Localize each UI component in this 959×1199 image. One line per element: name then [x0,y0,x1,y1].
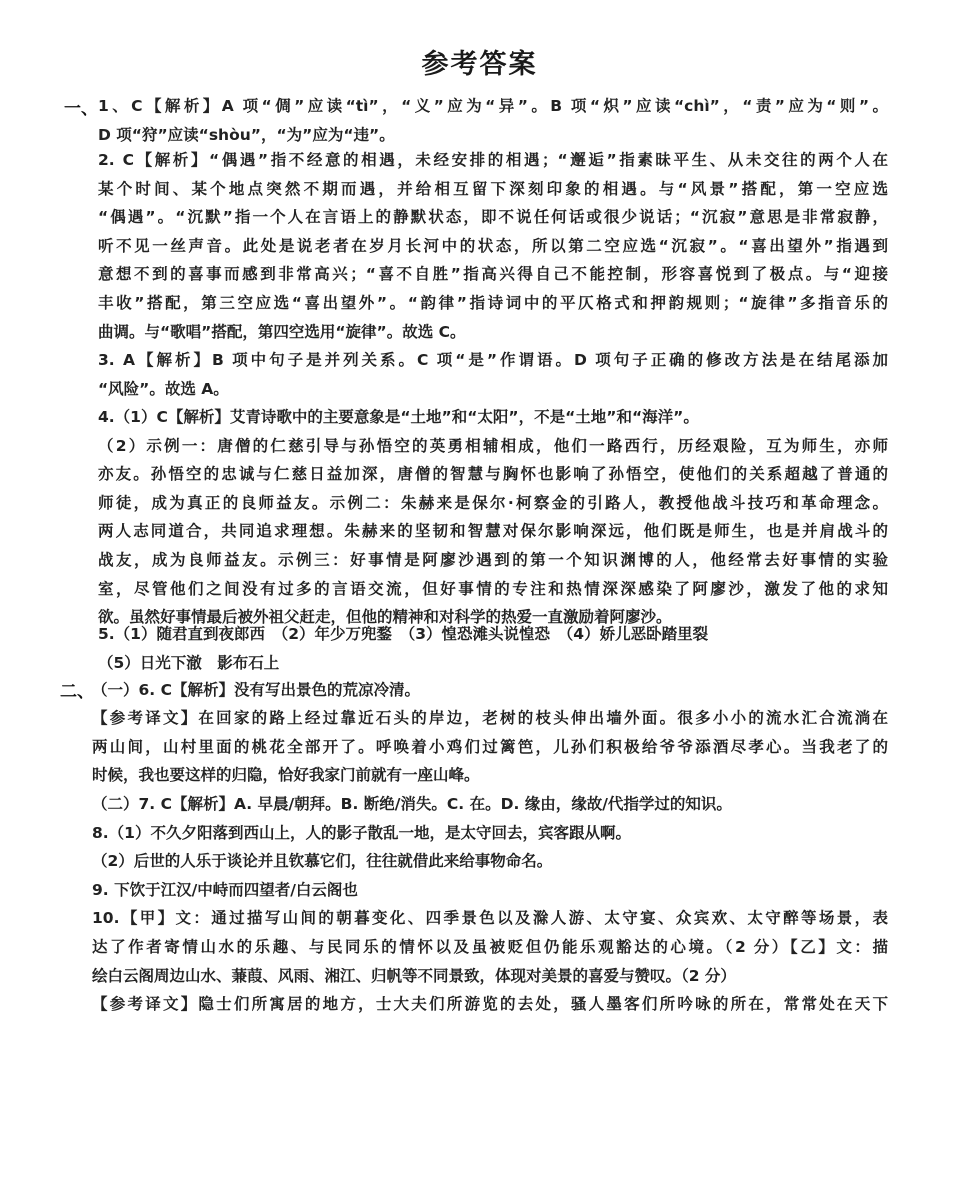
text-line: 10.【甲】文：通过描写山间的朝暮变化、四季景色以及滁人游、太守宴、众宾欢、太守醉等场景，表 [92,909,888,928]
text-line: （二）7. C【解析】A. 早晨/朝拜。B. 断绝/消失。C. 在。D. 缘由，缘故/代指学过的知识。 [92,795,732,813]
text-line: 【参考译文】在回家的路上经过靠近石头的岸边，老树的枝头伸出墙外面。很多小小的流水汇合流淌在 [92,709,888,727]
page-title: 参考答案 [421,49,538,80]
text-line: 2. C【解析】“偶遇”指不经意的相遇，未经安排的相遇；“邂逅”指素昧平生、从未交往的两个人在 [98,151,888,169]
text-line: 9. 下饮于江汉/中峙而四望者/白云阁也 [92,880,358,899]
answer-q6 [92,676,888,705]
text-line: 绘白云阁周边山水、蒹葭、风雨、湘江、归帆等不同景致，体现对美景的喜爱与赞叹。（2 分） [92,966,736,985]
text-line: 师徒，成为真正的良师益友。示例二：朱赫来是保尔·柯察金的引路人，教授他战斗技巧和革命理念。 [98,493,888,512]
text-line: “偶遇”。“沉默”指一个人在言语上的静默状态，即不说任何话或很少说话；“沉寂”意思是非常寂静， [98,208,888,227]
text-line: 【参考译文】隐士们所寓居的地方，士大夫们所游览的去处，骚人墨客们所吟咏的所在，常常处在天下 [92,995,888,1014]
text-line: 亦友。孙悟空的忠诚与仁慈日益加深，唐僧的智慧与胸怀也影响了孙悟空，使他们的关系超越了普通的 [98,465,888,484]
answer-q1 [98,92,888,149]
text-line: （5）日光下澈 影布石上 [98,653,280,672]
text-line: 达了作者寄情山水的乐趣、与民同乐的情怀以及虽被贬但仍能乐观豁达的心境。（2 分）【乙】文：描 [92,937,888,956]
text-line: 4.（1）C【解析】艾青诗歌中的主要意象是“土地”和“太阳”，不是“土地”和“海洋”。 [98,408,699,426]
text-line: 丰收”搭配，第三空应选“喜出望外”。“韵律”指诗词中的平仄格式和押韵规则；“旋律”多指音乐的 [98,293,888,312]
text-line: 欲。虽然好事情最后被外祖父赶走，但他的精神和对科学的热爱一直激励着阿廖沙。 [98,608,672,627]
text-line: （2）后世的人乐于谈论并且钦慕它们，往往就借此来给事物命名。 [92,852,553,871]
text-line: D 项“狩”应读“shòu”，“为”应为“违”。 [98,125,395,144]
text-line: 某个时间、某个地点突然不期而遇，并给相互留下深刻印象的相遇。与“风景”搭配，第一空应选 [98,179,888,198]
text-line: 1、C【解析】A 项“倜”应读“tì”，“义”应为“异”。B 项“炽”应读“chì”，“责”应为“则”。 [98,97,888,115]
section-two-marker: 二、 [60,682,94,702]
text-line: （2）示例一：唐僧的仁慈引导与孙悟空的英勇相辅相成，他们一路西行，历经艰险，互为师生，亦师 [98,436,888,455]
answer-q2 [98,146,888,346]
text-line: 听不见一丝声音。此处是说老者在岁月长河中的状态，所以第二空应选“沉寂”。“喜出望外”指遇到 [98,236,888,255]
answer-q5 [98,620,888,677]
text-line: 5.（1）随君直到夜郎西 （2）年少万兜鍪 （3）惶恐滩头说惶恐 （4）娇儿恶卧踏里裂 [98,625,709,643]
text-line: （一）6. C【解析】没有写出景色的荒凉冷清。 [92,681,420,699]
text-line: 曲调。与“歌唱”搭配，第四空选用“旋律”。故选 C。 [98,322,466,341]
text-line: 时候，我也要这样的归隐，恰好我家门前就有一座山峰。 [92,766,480,785]
text-line: 两人志同道合，共同追求理想。朱赫来的坚韧和智慧对保尔影响深远，他们既是师生，也是并肩战斗的 [98,522,888,541]
section-one-marker: 一、 [64,99,98,119]
text-line: 3. A【解析】B 项中句子是并列关系。C 项“是”作谓语。D 项句子正确的修改方法是在结尾添加 [98,351,888,369]
text-line: “风险”。故选 A。 [98,379,229,398]
text-line: 战友，成为良师益友。示例三：好事情是阿廖沙遇到的第一个知识渊博的人，他经常去好事情的实验 [98,550,888,569]
text-line: 两山间，山村里面的桃花全部开了。呼唤着小鸡们过篱笆，儿孙们积极给爷爷添酒尽孝心。当我老了的 [92,737,888,756]
text-line: 8.（1）不久夕阳落到西山上，人的影子散乱一地，是太守回去，宾客跟从啊。 [92,823,631,842]
text-line: 意想不到的喜事而感到非常高兴；“喜不自胜”指高兴得自己不能控制，形容喜悦到了极点。与“迎接 [98,265,888,284]
text-line: 室，尽管他们之间没有过多的言语交流，但好事情的专注和热情深深感染了阿廖沙，激发了他的求知 [98,579,888,598]
answer-q3 [98,346,888,403]
reference-translation-1 [92,704,888,790]
answer-q4 [98,403,888,632]
answer-q7-q10 [92,790,888,1019]
